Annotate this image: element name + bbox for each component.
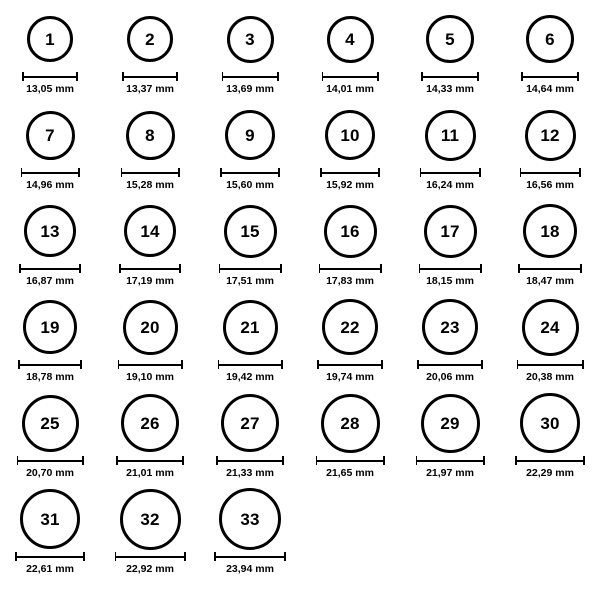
measure-line <box>216 460 284 462</box>
ring-circle-icon <box>224 205 277 258</box>
measure-tick-right <box>76 72 78 81</box>
ring-circle-wrap <box>223 296 278 358</box>
measure-tick-left <box>119 264 121 273</box>
ring-size-cell[interactable] <box>500 104 600 200</box>
ring-size-cell[interactable] <box>300 104 400 200</box>
diameter-value-label: 22,61 mm <box>26 563 74 575</box>
ring-size-cell[interactable] <box>500 200 600 296</box>
ring-circle-wrap <box>27 8 73 70</box>
ring-circle-icon <box>24 205 76 257</box>
diameter-value-label: 13,05 mm <box>26 83 74 95</box>
ring-circle-wrap <box>426 8 474 70</box>
ring-size-cell[interactable] <box>100 8 200 104</box>
ring-size-cell[interactable] <box>200 104 300 200</box>
ring-size-cell[interactable] <box>200 296 300 392</box>
diameter-value-label: 14,01 mm <box>326 83 374 95</box>
ring-size-cell[interactable] <box>300 296 400 392</box>
measure-tick-right <box>82 456 84 465</box>
measure-line <box>15 556 85 558</box>
ring-size-cell[interactable] <box>200 8 300 104</box>
measure-line <box>520 172 581 174</box>
ring-size-label: 15 <box>240 221 260 241</box>
diameter-measure-bar <box>521 72 579 81</box>
ring-circle-icon <box>127 16 173 62</box>
measure-line <box>421 76 479 78</box>
ring-size-label: 16 <box>340 221 360 241</box>
ring-circle-icon <box>322 299 378 355</box>
ring-size-label: 31 <box>40 509 60 529</box>
diameter-measure-bar <box>21 168 80 177</box>
ring-size-cell[interactable] <box>0 200 100 296</box>
measure-tick-right <box>381 360 383 369</box>
measure-tick-left <box>15 552 17 561</box>
measure-tick-right <box>79 264 81 273</box>
measure-line <box>17 460 84 462</box>
measure-tick-left <box>216 456 218 465</box>
measure-tick-left <box>518 264 520 273</box>
measure-tick-right <box>277 72 279 81</box>
diameter-measure-bar <box>19 264 81 273</box>
measure-tick-right <box>182 456 184 465</box>
measure-tick-right <box>179 264 181 273</box>
diameter-value-label: 22,29 mm <box>526 467 574 479</box>
diameter-value-label: 18,47 mm <box>526 275 574 287</box>
ring-circle-wrap <box>522 296 579 358</box>
measure-tick-left <box>421 72 423 81</box>
measure-line <box>116 460 184 462</box>
measure-tick-right <box>479 168 481 177</box>
measure-line <box>320 172 380 174</box>
ring-size-cell[interactable] <box>500 392 600 488</box>
measure-tick-left <box>515 456 517 465</box>
ring-circle-wrap <box>124 200 176 262</box>
measure-line <box>515 460 585 462</box>
ring-circle-icon <box>23 300 77 354</box>
measure-tick-right <box>284 552 286 561</box>
ring-circle-wrap <box>123 296 178 358</box>
ring-circle-wrap <box>321 392 380 454</box>
ring-circle-icon <box>525 110 576 161</box>
diameter-measure-bar <box>118 360 183 369</box>
measure-line <box>518 268 582 270</box>
ring-circle-wrap <box>322 296 378 358</box>
diameter-measure-bar <box>214 552 286 561</box>
diameter-value-label: 16,56 mm <box>526 179 574 191</box>
diameter-measure-bar <box>421 72 479 81</box>
measure-line <box>115 556 186 558</box>
ring-circle-icon <box>121 394 179 452</box>
ring-size-label: 2 <box>145 29 155 49</box>
ring-circle-icon <box>523 204 577 258</box>
measure-tick-left <box>319 264 321 273</box>
measure-tick-right <box>577 72 579 81</box>
ring-circle-wrap <box>225 104 275 166</box>
ring-size-label: 26 <box>140 413 160 433</box>
measure-tick-left <box>121 168 123 177</box>
ring-size-label: 7 <box>45 125 55 145</box>
measure-line <box>419 268 482 270</box>
ring-size-cell[interactable] <box>0 104 100 200</box>
ring-circle-wrap <box>120 488 181 550</box>
measure-tick-left <box>521 72 523 81</box>
ring-circle-wrap <box>425 104 476 166</box>
ring-circle-icon <box>225 110 275 160</box>
diameter-measure-bar <box>18 360 82 369</box>
ring-size-cell[interactable] <box>100 296 200 392</box>
ring-circle-icon <box>126 111 175 160</box>
measure-line <box>219 268 282 270</box>
diameter-measure-bar <box>416 456 485 465</box>
measure-tick-right <box>481 360 483 369</box>
diameter-value-label: 21,65 mm <box>326 467 374 479</box>
measure-tick-right <box>78 168 80 177</box>
measure-line <box>420 172 481 174</box>
ring-size-label: 24 <box>540 317 560 337</box>
ring-size-label: 22 <box>340 317 360 337</box>
measure-line <box>319 268 382 270</box>
measure-tick-left <box>21 168 23 177</box>
diameter-value-label: 17,51 mm <box>226 275 274 287</box>
measure-tick-left <box>22 72 24 81</box>
measure-tick-right <box>477 72 479 81</box>
ring-size-label: 29 <box>440 413 460 433</box>
ring-circle-wrap <box>421 392 480 454</box>
diameter-measure-bar <box>320 168 380 177</box>
ring-size-label: 6 <box>545 29 555 49</box>
measure-tick-left <box>416 456 418 465</box>
diameter-value-label: 15,60 mm <box>226 179 274 191</box>
ring-circle-wrap <box>121 392 179 454</box>
diameter-measure-bar <box>520 168 581 177</box>
measure-tick-left <box>322 72 324 81</box>
ring-size-label: 14 <box>140 221 160 241</box>
diameter-value-label: 19,10 mm <box>126 371 174 383</box>
measure-tick-right <box>579 168 581 177</box>
diameter-measure-bar <box>115 552 186 561</box>
measure-line <box>18 364 82 366</box>
measure-tick-left <box>316 456 318 465</box>
ring-size-label: 13 <box>40 221 60 241</box>
measure-line <box>121 172 180 174</box>
measure-tick-right <box>280 264 282 273</box>
ring-circle-wrap <box>227 8 274 70</box>
ring-size-label: 3 <box>245 29 255 49</box>
ring-size-label: 20 <box>140 317 160 337</box>
measure-line <box>19 268 81 270</box>
measure-tick-right <box>281 360 283 369</box>
ring-size-label: 32 <box>140 509 160 529</box>
measure-line <box>517 364 584 366</box>
measure-tick-left <box>417 360 419 369</box>
ring-size-label: 8 <box>145 125 155 145</box>
measure-line <box>317 364 383 366</box>
ring-size-cell[interactable] <box>100 200 200 296</box>
measure-tick-left <box>317 360 319 369</box>
ring-size-cell[interactable] <box>400 200 500 296</box>
ring-circle-wrap <box>221 392 279 454</box>
diameter-value-label: 14,33 mm <box>426 83 474 95</box>
measure-tick-right <box>282 456 284 465</box>
ring-size-cell[interactable] <box>100 488 200 584</box>
ring-size-cell[interactable] <box>400 296 500 392</box>
measure-tick-right <box>83 552 85 561</box>
diameter-value-label: 16,87 mm <box>26 275 74 287</box>
ring-circle-wrap <box>20 488 80 550</box>
measure-tick-left <box>517 360 519 369</box>
diameter-value-label: 15,28 mm <box>126 179 174 191</box>
ring-circle-wrap <box>23 296 77 358</box>
ring-circle-icon <box>426 15 474 63</box>
measure-tick-left <box>219 264 221 273</box>
ring-size-cell[interactable] <box>0 296 100 392</box>
diameter-measure-bar <box>317 360 383 369</box>
diameter-value-label: 22,92 mm <box>126 563 174 575</box>
measure-tick-left <box>419 264 421 273</box>
measure-line <box>417 364 483 366</box>
ring-size-cell[interactable] <box>0 8 100 104</box>
diameter-measure-bar <box>316 456 385 465</box>
diameter-value-label: 20,38 mm <box>526 371 574 383</box>
diameter-value-label: 21,33 mm <box>226 467 274 479</box>
measure-tick-right <box>582 360 584 369</box>
ring-circle-wrap <box>523 200 577 262</box>
diameter-measure-bar <box>22 72 78 81</box>
diameter-value-label: 20,70 mm <box>26 467 74 479</box>
measure-line <box>122 76 178 78</box>
measure-tick-right <box>377 72 379 81</box>
measure-tick-left <box>115 552 117 561</box>
ring-size-label: 5 <box>445 29 455 49</box>
ring-circle-wrap <box>127 8 173 70</box>
diameter-measure-bar <box>222 72 279 81</box>
ring-size-label: 12 <box>540 125 560 145</box>
diameter-value-label: 13,37 mm <box>126 83 174 95</box>
measure-line <box>316 460 385 462</box>
diameter-value-label: 21,97 mm <box>426 467 474 479</box>
measure-tick-right <box>176 72 178 81</box>
ring-size-cell[interactable] <box>400 8 500 104</box>
measure-tick-left <box>320 168 322 177</box>
ring-circle-wrap <box>520 392 580 454</box>
ring-size-cell[interactable] <box>500 296 600 392</box>
ring-circle-wrap <box>525 104 576 166</box>
measure-tick-left <box>420 168 422 177</box>
ring-circle-icon <box>324 205 377 258</box>
diameter-value-label: 18,15 mm <box>426 275 474 287</box>
ring-circle-icon <box>522 299 579 356</box>
measure-line <box>22 76 78 78</box>
diameter-value-label: 16,24 mm <box>426 179 474 191</box>
ring-size-cell[interactable] <box>400 104 500 200</box>
measure-line <box>21 172 80 174</box>
diameter-measure-bar <box>420 168 481 177</box>
diameter-measure-bar <box>121 168 180 177</box>
ring-size-cell[interactable] <box>0 392 100 488</box>
diameter-value-label: 20,06 mm <box>426 371 474 383</box>
ring-circle-icon <box>424 205 477 258</box>
measure-line <box>222 76 279 78</box>
diameter-measure-bar <box>220 168 280 177</box>
ring-circle-icon <box>325 110 375 160</box>
ring-circle-icon <box>526 15 574 63</box>
ring-circle-wrap <box>422 296 478 358</box>
diameter-measure-bar <box>216 456 284 465</box>
measure-tick-right <box>378 168 380 177</box>
measure-line <box>521 76 579 78</box>
ring-size-cell[interactable] <box>200 488 300 584</box>
ring-circle-icon <box>227 16 274 63</box>
ring-circle-wrap <box>424 200 477 262</box>
diameter-measure-bar <box>116 456 184 465</box>
diameter-value-label: 13,69 mm <box>226 83 274 95</box>
measure-tick-right <box>178 168 180 177</box>
measure-line <box>214 556 286 558</box>
measure-tick-left <box>218 360 220 369</box>
ring-circle-icon <box>221 394 279 452</box>
measure-tick-left <box>19 264 21 273</box>
diameter-measure-bar <box>419 264 482 273</box>
measure-tick-right <box>383 456 385 465</box>
ring-size-label: 10 <box>340 125 360 145</box>
ring-size-label: 1 <box>45 29 55 49</box>
diameter-measure-bar <box>218 360 283 369</box>
measure-line <box>119 268 181 270</box>
ring-circle-wrap <box>22 392 79 454</box>
ring-size-cell[interactable] <box>200 392 300 488</box>
ring-circle-icon <box>425 110 476 161</box>
measure-tick-left <box>214 552 216 561</box>
diameter-value-label: 19,74 mm <box>326 371 374 383</box>
measure-line <box>118 364 183 366</box>
ring-circle-wrap <box>126 104 175 166</box>
diameter-value-label: 17,19 mm <box>126 275 174 287</box>
ring-size-cell[interactable] <box>400 392 500 488</box>
diameter-measure-bar <box>219 264 282 273</box>
ring-circle-icon <box>219 488 281 550</box>
ring-circle-icon <box>20 489 80 549</box>
diameter-value-label: 18,78 mm <box>26 371 74 383</box>
ring-size-label: 11 <box>440 125 460 145</box>
ring-size-cell[interactable] <box>0 488 100 584</box>
ring-circle-wrap <box>327 8 374 70</box>
measure-line <box>322 76 379 78</box>
measure-tick-right <box>480 264 482 273</box>
diameter-measure-bar <box>517 360 584 369</box>
ring-size-label: 9 <box>245 125 255 145</box>
diameter-measure-bar <box>122 72 178 81</box>
ring-circle-icon <box>223 300 278 355</box>
ring-circle-icon <box>124 205 176 257</box>
diameter-measure-bar <box>518 264 582 273</box>
ring-circle-wrap <box>224 200 277 262</box>
measure-tick-right <box>80 360 82 369</box>
ring-size-label: 33 <box>240 509 260 529</box>
ring-circle-icon <box>120 489 181 550</box>
ring-size-label: 21 <box>240 317 260 337</box>
diameter-value-label: 21,01 mm <box>126 467 174 479</box>
ring-circle-icon <box>26 111 75 160</box>
ring-circle-icon <box>123 300 178 355</box>
ring-circle-wrap <box>219 488 281 550</box>
measure-tick-right <box>184 552 186 561</box>
measure-tick-left <box>17 456 19 465</box>
measure-tick-right <box>580 264 582 273</box>
ring-size-label: 17 <box>440 221 460 241</box>
diameter-value-label: 14,96 mm <box>26 179 74 191</box>
measure-tick-right <box>583 456 585 465</box>
ring-circle-wrap <box>324 200 377 262</box>
ring-size-label: 19 <box>40 317 60 337</box>
measure-tick-left <box>116 456 118 465</box>
measure-tick-left <box>18 360 20 369</box>
ring-circle-icon <box>421 394 480 453</box>
ring-size-label: 27 <box>240 413 260 433</box>
ring-size-cell[interactable] <box>300 8 400 104</box>
measure-tick-left <box>220 168 222 177</box>
diameter-value-label: 19,42 mm <box>226 371 274 383</box>
ring-circle-icon <box>422 299 478 355</box>
measure-line <box>416 460 485 462</box>
diameter-measure-bar <box>319 264 382 273</box>
ring-circle-wrap <box>325 104 375 166</box>
ring-circle-icon <box>520 393 580 453</box>
measure-tick-left <box>118 360 120 369</box>
ring-size-cell[interactable] <box>200 200 300 296</box>
diameter-value-label: 14,64 mm <box>526 83 574 95</box>
ring-size-label: 28 <box>340 413 360 433</box>
ring-size-cell[interactable] <box>100 104 200 200</box>
measure-line <box>220 172 280 174</box>
ring-size-cell[interactable] <box>100 392 200 488</box>
measure-tick-left <box>122 72 124 81</box>
ring-size-label: 23 <box>440 317 460 337</box>
measure-tick-right <box>278 168 280 177</box>
ring-circle-wrap <box>24 200 76 262</box>
ring-circle-icon <box>22 395 79 452</box>
ring-circle-icon <box>321 394 380 453</box>
ring-size-label: 4 <box>345 29 355 49</box>
diameter-value-label: 17,83 mm <box>326 275 374 287</box>
measure-tick-right <box>380 264 382 273</box>
ring-size-label: 30 <box>540 413 560 433</box>
diameter-measure-bar <box>119 264 181 273</box>
diameter-value-label: 23,94 mm <box>226 563 274 575</box>
ring-size-cell[interactable] <box>300 392 400 488</box>
ring-circle-icon <box>327 16 374 63</box>
ring-circle-wrap <box>26 104 75 166</box>
ring-size-label: 18 <box>540 221 560 241</box>
measure-tick-right <box>483 456 485 465</box>
diameter-measure-bar <box>15 552 85 561</box>
diameter-measure-bar <box>515 456 585 465</box>
diameter-value-label: 15,92 mm <box>326 179 374 191</box>
measure-line <box>218 364 283 366</box>
diameter-measure-bar <box>417 360 483 369</box>
measure-tick-left <box>520 168 522 177</box>
diameter-measure-bar <box>322 72 379 81</box>
ring-size-cell[interactable] <box>500 8 600 104</box>
measure-tick-right <box>181 360 183 369</box>
diameter-measure-bar <box>17 456 84 465</box>
ring-size-label: 25 <box>40 413 60 433</box>
ring-size-cell[interactable] <box>300 200 400 296</box>
ring-circle-icon <box>27 16 73 62</box>
measure-tick-left <box>222 72 224 81</box>
ring-circle-wrap <box>526 8 574 70</box>
